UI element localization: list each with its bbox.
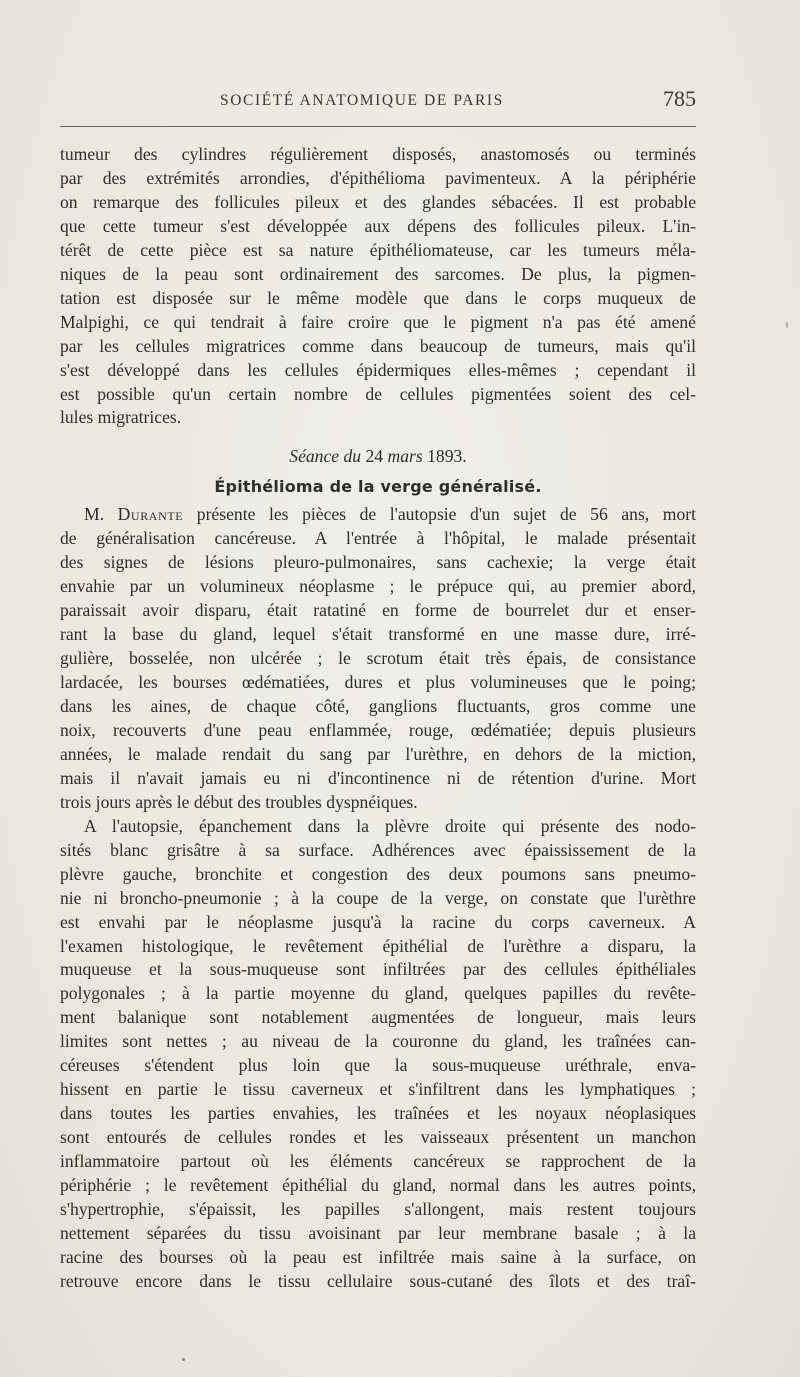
text-line: par des extrémités arrondies, d'épithélioma pavimenteux. A la périphérie (60, 167, 696, 188)
session-year: 1893. (427, 446, 467, 467)
text-line: est envahi par le néoplasme jusqu'à la racine du corps caverneux. A (60, 911, 696, 932)
text-line: racine des bourses où la peau est infiltrée mais saine à la surface, on (60, 1246, 696, 1267)
page-number: 785 (663, 86, 696, 111)
text-line: que cette tumeur s'est développée aux dépens des follicules pileux. L'in- (60, 215, 696, 236)
text-line: nie ni broncho-pneumonie ; à la coupe de la verge, on constate que l'urèthre (60, 887, 696, 908)
text-line: polygonales ; à la partie moyenne du gland, quelques papilles du revête- (60, 983, 696, 1004)
text-line: lardacée, les bourses œdématiées, dures et plus volumineuses que le poing; (60, 672, 696, 693)
text-line: on remarque des follicules pileux et des glandes sébacées. Il est probable (60, 191, 696, 212)
paragraph-3 (60, 815, 696, 1294)
text-line: Malpighi, ce qui tendrait à faire croire que le pigment n'a pas été amené (60, 311, 696, 332)
session-month: mars (387, 446, 423, 467)
text-line (60, 503, 696, 527)
text-line: paraissait avoir disparu, était ratatiné en forme de bourrelet dur et enser- (60, 600, 696, 621)
text-line: de généralisation cancéreuse. A l'entrée à l'hôpital, le malade présentait (60, 528, 696, 549)
text-line: s'est développé dans les cellules épidermiques elles-mêmes ; cependant il (60, 359, 696, 380)
text-line: dans toutes les parties envahies, les traînées et les noyaux néoplasiques (60, 1103, 696, 1124)
text-line: par les cellules migratrices comme dans beaucoup de tumeurs, mais qu'il (60, 335, 696, 356)
text-line: céreuses s'étendent plus loin que la sous-muqueuse uréthrale, enva- (60, 1055, 696, 1076)
text-line: s'hypertrophie, s'épaissit, les papilles s'allongent, mais restent toujours (60, 1198, 696, 1219)
text-line: muqueuse et la sous-muqueuse sont infiltrées par des cellules épithéliales (60, 959, 696, 980)
text-line: mais il n'avait jamais eu ni d'incontinence ni de rétention d'urine. Mort (60, 767, 696, 788)
text-line: plèvre gauche, bronchite et congestion des deux poumons sans pneumo- (60, 863, 696, 884)
paragraph-2 (60, 503, 696, 814)
session-heading (60, 445, 696, 469)
session-prefix: Séance du (289, 446, 362, 467)
text-line: années, le malade rendait du sang par l'urèthre, en dehors de la miction, (60, 743, 696, 764)
body-text (60, 143, 696, 1294)
text-line: est possible qu'un certain nombre de cellules pigmentées soient des cel- (60, 383, 696, 404)
paper-speck (786, 322, 788, 328)
speaker-name: Durante (117, 504, 184, 525)
text-line: sont entourés de cellules rondes et les vaisseaux présentent un manchon (60, 1127, 696, 1148)
text-line: térêt de cette pièce est sa nature épithéliomateuse, car les tumeurs méla- (60, 239, 696, 260)
text-line: limites sont nettes ; au niveau de la couronne du gland, les traînées can- (60, 1031, 696, 1052)
running-head: SOCIÉTÉ ANATOMIQUE DE PARIS (220, 92, 504, 109)
text-line: envahie par un volumineux néoplasme ; le prépuce qui, au premier abord, (60, 576, 696, 597)
text-line: A l'autopsie, épanchement dans la plèvre droite qui présente des nodo- (84, 815, 696, 836)
text-line: niques de la peau sont ordinairement des sarcomes. De plus, la pigmen- (60, 263, 696, 284)
paragraph-1 (60, 143, 696, 430)
text-line: sités blanc grisâtre à sa surface. Adhérences avec épaississement de la (60, 839, 696, 860)
text-line: hissent en partie le tissu caverneux et s'infiltrent dans les lymphatiques ; (60, 1079, 696, 1100)
text-line: périphérie ; le revêtement épithélial du gland, normal dans les autres points, (60, 1175, 696, 1196)
speaker-title: M. (84, 504, 105, 525)
text-line: tation est disposée sur le même modèle que dans le corps muqueux de (60, 287, 696, 308)
header-rule (60, 126, 696, 127)
session-day: 24 (365, 446, 384, 467)
text-line: lules migratrices. (60, 407, 182, 428)
text-line: tumeur des cylindres régulièrement disposés, anastomosés ou terminés (60, 144, 696, 164)
text-line: gulière, bosselée, non ulcérée ; le scrotum était très épais, de consistance (60, 648, 696, 669)
text-line: trois jours après le début des troubles dyspnéiques. (60, 791, 418, 812)
text-line: des signes de lésions pleuro-pulmonaires, sans cachexie; la verge était (60, 552, 696, 573)
text-line: noix, recouverts d'une peau enflammée, rouge, œdématiée; depuis plusieurs (60, 719, 696, 740)
text-line: l'examen histologique, le revêtement épithélial de l'urèthre a disparu, la (60, 935, 696, 956)
page-header (60, 86, 696, 116)
first-line-rest: présente les pièces de l'autopsie d'un sujet de 56 ans, mort (196, 504, 696, 525)
text-line: nettement séparées du tissu avoisinant par leur membrane basale ; à la (60, 1222, 696, 1243)
text-line: ment balanique sont notablement augmentées de longueur, mais leurs (60, 1007, 696, 1028)
text-line: inflammatoire partout où les éléments cancéreux se rapprochent de la (60, 1151, 696, 1172)
text-line: dans les aines, de chaque côté, ganglions fluctuants, gros comme une (60, 695, 696, 716)
article-title: Épithélioma de la verge généralisé. (214, 477, 542, 497)
text-line: rant la base du gland, lequel s'était transformé en une masse dure, irré- (60, 624, 696, 645)
paper-speck (182, 1358, 185, 1361)
text-line: retrouve encore dans le tissu cellulaire sous-cutané des îlots et des traî- (60, 1270, 696, 1291)
